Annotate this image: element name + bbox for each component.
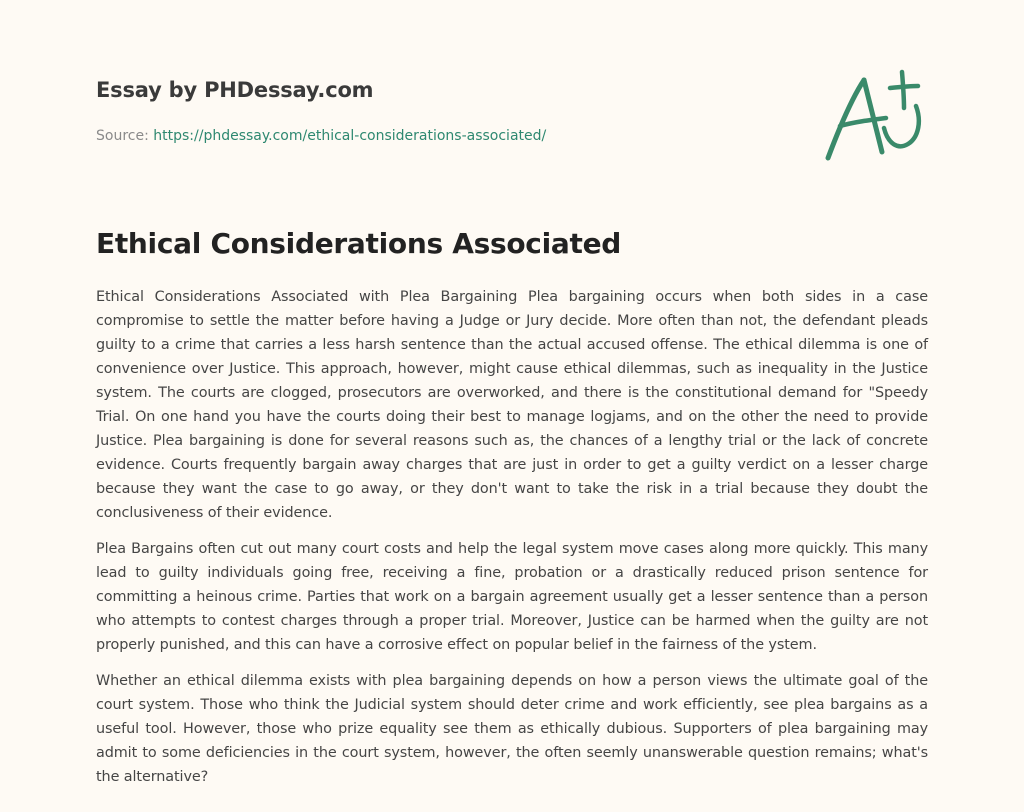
- brand-title: Essay by PHDessay.com: [96, 78, 374, 102]
- source-label: Source:: [96, 128, 154, 144]
- essay-paragraph: Plea Bargains often cut out many court costs and help the legal system move cases along more quickly. This many lead to guilty individuals going free, receiving a fine, probation or a drastically reduced prison sentence for committing a heinous crime. Parties that work on a bargain agreement usually get a lesser sentence than a person who attempts to contest charges through a proper trial. Moreover, Justice can be harmed when the guilty are not properly punished, and this can have a corrosive effect on popular belief in the fairness of the ystem.: [96, 541, 928, 653]
- a-plus-grade-icon: [818, 66, 930, 166]
- essay-body: [96, 285, 928, 801]
- essay-paragraph: Whether an ethical dilemma exists with plea bargaining depends on how a person views the ultimate goal of the court system. Those who think the Judicial system should deter crime and work efficiently, see plea bargains as a useful tool. However, those who prize equality see them as ethically dubious. Supporters of plea bargaining may admit to some deficiencies in the court system, however, the often seemly unanswerable question remains; what's the alternative?: [96, 673, 928, 785]
- source-line: [96, 126, 796, 146]
- essay-title: Ethical Considerations Associated: [96, 227, 622, 260]
- page-header: [96, 76, 796, 146]
- source-link[interactable]: https://phdessay.com/ethical-considerations-associated/: [153, 128, 547, 144]
- essay-paragraph: Ethical Considerations Associated with Plea Bargaining Plea bargaining occurs when both sides in a case compromise to settle the matter before having a Judge or Jury decide. More often than not, the defendant pleads guilty to a crime that carries a less harsh sentence than the actual accused offense. The ethical dilemma is one of convenience over Justice. This approach, however, might cause ethical dilemmas, such as inequality in the Justice system. The courts are clogged, prosecutors are overworked, and there is the constitutional demand for "Speedy Trial. On one hand you have the courts doing their best to manage logjams, and on the other the need to provide Justice. Plea bargaining is done for several reasons such as, the chances of a lengthy trial or the lack of concrete evidence. Courts frequently bargain away charges that are just in order to get a guilty verdict on a lesser charge because they want the case to go away, or they don't want to take the risk in a trial because they doubt the conclusiveness of their evidence.: [96, 289, 928, 521]
